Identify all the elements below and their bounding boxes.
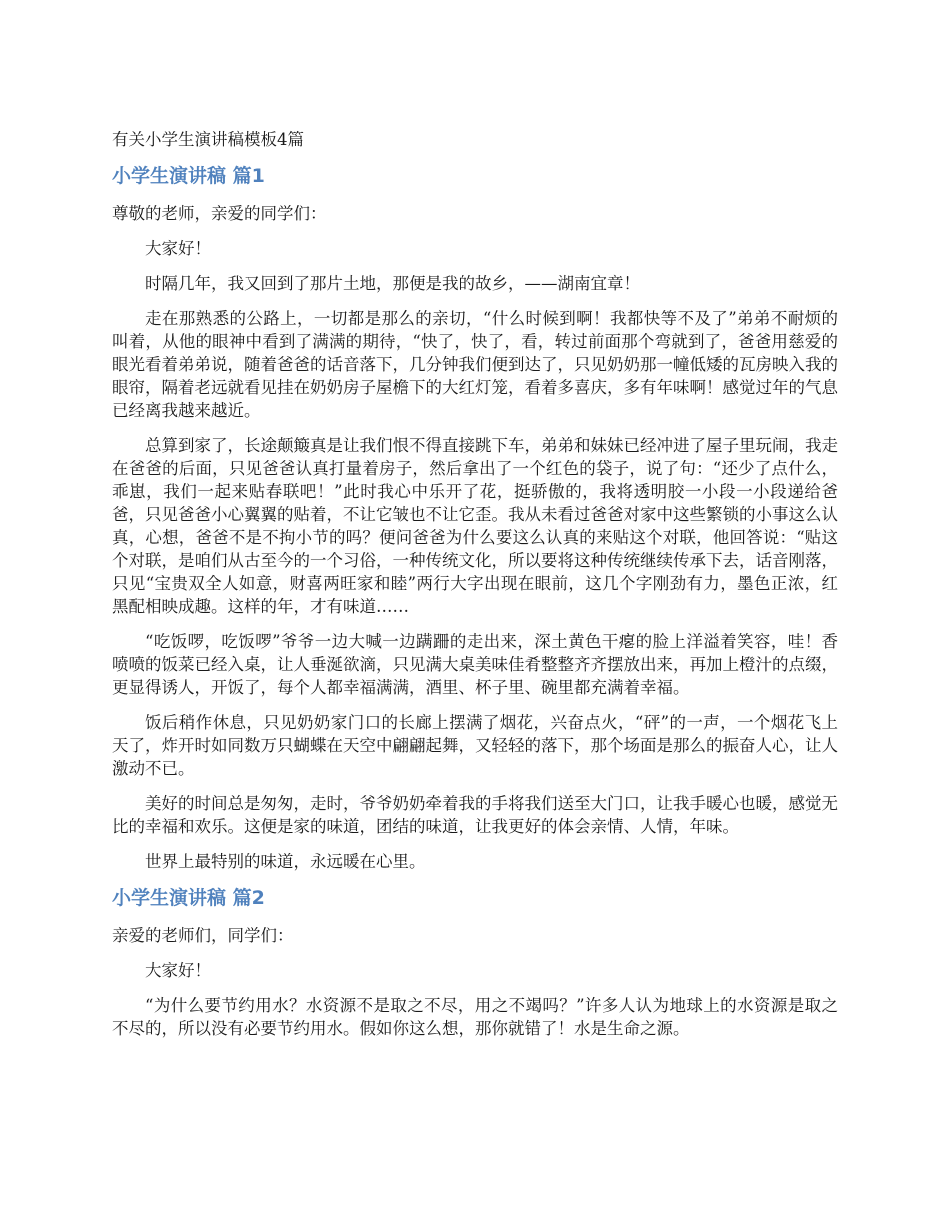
paragraph: 总算到家了，长途颠簸真是让我们恨不得直接跳下车，弟弟和妹妹已经冲进了屋子里玩闹，我走在爸爸的后面，只见爸爸认真打量着房子，然后拿出了一个红色的袋子，说了句：“还少了点什么，乖崽，我们一起来贴春联吧！”此时我心中乐开了花，挺骄傲的，我将透明胶一小段一小段递给爸爸，只见爸爸小心翼翼的贴着，不让它皱也不让它歪。我从未看过爸爸对家中这些繁锁的小事这么认真，心想，爸爸不是不拘小节的吗？便问爸爸为什么要这么认真的来贴这个对联，他回答说：“贴这个对联，是咱们从古至今的一个习俗，一种传统文化，所以要将这种传统继续传承下去，话音刚落，只见“宝贵双全人如意，财喜两旺家和睦”两行大字出现在眼前，这几个字刚劲有力，墨色正浓，红黑配相映成趣。这样的年，才有味道……: [112, 436, 838, 616]
paragraph: 美好的时间总是匆匆，走时，爷爷奶奶牵着我的手将我们送至大门口，让我手暖心也暖，感觉无比的幸福和欢乐。这便是家的味道，团结的味道，让我更好的体会亲情、人情，年味。: [112, 794, 838, 836]
paragraph: 时隔几年，我又回到了那片土地，那便是我的故乡，——湖南宜章！: [145, 274, 640, 293]
paragraph: 走在那熟悉的公路上，一切都是那么的亲切，“什么时候到啊！我都快等不及了”弟弟不耐烦的叫着，从他的眼神中看到了满满的期待，“快了，快了，看，转过前面那个弯就到了，爸爸用慈爱的眼光看着弟弟说，随着爸爸的话音落下，几分钟我们便到达了，只见奶奶那一幢低矮的瓦房映入我的眼帘，隔着老远就看见挂在奶奶房子屋檐下的大红灯笼，看着多喜庆，多有年味啊！感觉过年的气息已经离我越来越近。: [112, 309, 838, 420]
paragraph: 大家好！: [145, 239, 211, 258]
paragraph: 世界上最特别的味道，永远暖在心里。: [145, 852, 426, 871]
section-heading: 小学生演讲稿 篇1: [112, 165, 265, 187]
paragraph: 大家好！: [145, 961, 211, 980]
section-2: [112, 885, 838, 1040]
paragraph: “为什么要节约用水？水资源不是取之不尽，用之不竭吗？”许多人认为地球上的水资源是取之不尽的，所以没有必要节约用水。假如你这么想，那你就错了！水是生命之源。: [112, 996, 838, 1038]
section-1: [112, 163, 838, 873]
paragraph: “吃饭啰，吃饭啰”爷爷一边大喊一边蹒跚的走出来，深土黄色干瘪的脸上洋溢着笑容，哇！香喷喷的饭菜已经入桌，让人垂涎欲滴，只见满大桌美味佳肴整整齐齐摆放出来，再加上橙汁的点缀，更显得诱人，开饭了，每个人都幸福满满，酒里、杯子里、碗里都充满着幸福。: [112, 632, 838, 697]
salutation: 亲爱的老师们，同学们：: [112, 926, 294, 945]
salutation: 尊敬的老师，亲爱的同学们：: [112, 204, 327, 223]
document-title: 有关小学生演讲稿模板4篇: [112, 130, 304, 149]
paragraph: 饭后稍作休息，只见奶奶家门口的长廊上摆满了烟花，兴奋点火，“砰”的一声，一个烟花飞上天了，炸开时如同数万只蝴蝶在天空中翩翩起舞，又轻轻的落下，那个场面是那么的振奋人心，让人激动不已。: [112, 713, 838, 778]
section-heading: 小学生演讲稿 篇2: [112, 887, 265, 909]
